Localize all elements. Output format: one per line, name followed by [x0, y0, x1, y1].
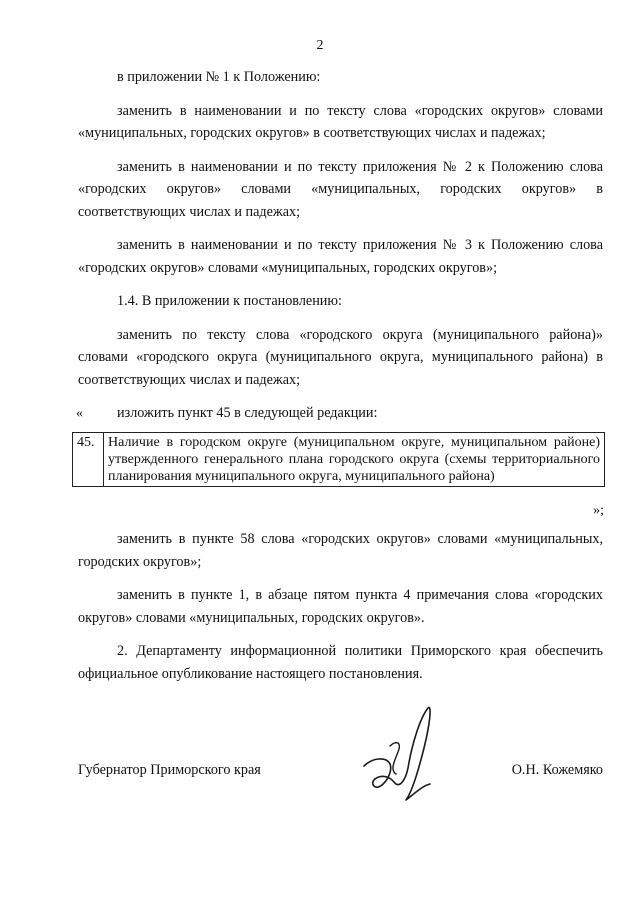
- paragraph: заменить в наименовании и по тексту приложения № 3 к Положению слова «городских округов» словами «муниципальных, городских округов»;: [78, 237, 603, 276]
- paragraph: 2. Департаменту информационной политики Приморского края обеспечить официальное опубликование настоящего постановления.: [78, 643, 603, 682]
- item-number: 45.: [73, 433, 104, 487]
- signature-handwritten: [350, 700, 450, 810]
- item-45-table: [72, 432, 605, 487]
- quote-close-mark: »;: [593, 503, 604, 518]
- paragraph: заменить в пункте 1, в абзаце пятом пункта 4 примечания слова «городских округов» словами «муниципальных, городских округов».: [78, 587, 603, 626]
- item-text: Наличие в городском округе (муниципальном округе, муниципальном районе) утвержденного генерального плана городского округа (схемы территориального планирования муниципального округа, муниципального района): [104, 433, 605, 487]
- paragraph: 1.4. В приложении к постановлению:: [117, 293, 342, 309]
- signatory-position: Губернатор Приморского края: [78, 762, 261, 778]
- body-text-top: [78, 66, 603, 436]
- paragraph: заменить в наименовании и по тексту приложения № 2 к Положению слова «городских округов» словами «муниципальных, городских округов» в соответствующих числах и падежах;: [78, 158, 603, 220]
- page-number: 2: [316, 38, 324, 53]
- paragraph: изложить пункт 45 в следующей редакции:: [117, 405, 378, 421]
- body-text-bottom: [78, 528, 603, 696]
- paragraph: заменить по тексту слова «городского округа (муниципального района)» словами «городского округа (муниципального округа, муниципального района) в соответствующих числах и падежах;: [78, 326, 603, 388]
- paragraph: заменить в наименовании и по тексту слова «городских округов» словами «муниципальных, городских округов» в соответствующих числах и падежах;: [78, 102, 603, 141]
- paragraph: заменить в пункте 58 слова «городских округов» словами «муниципальных, городских округов»;: [78, 531, 603, 570]
- paragraph: в приложении № 1 к Положению:: [117, 69, 321, 85]
- quote-open-mark: «: [76, 406, 83, 421]
- table-row: [73, 433, 605, 487]
- signatory-name: О.Н. Кожемяко: [511, 762, 603, 778]
